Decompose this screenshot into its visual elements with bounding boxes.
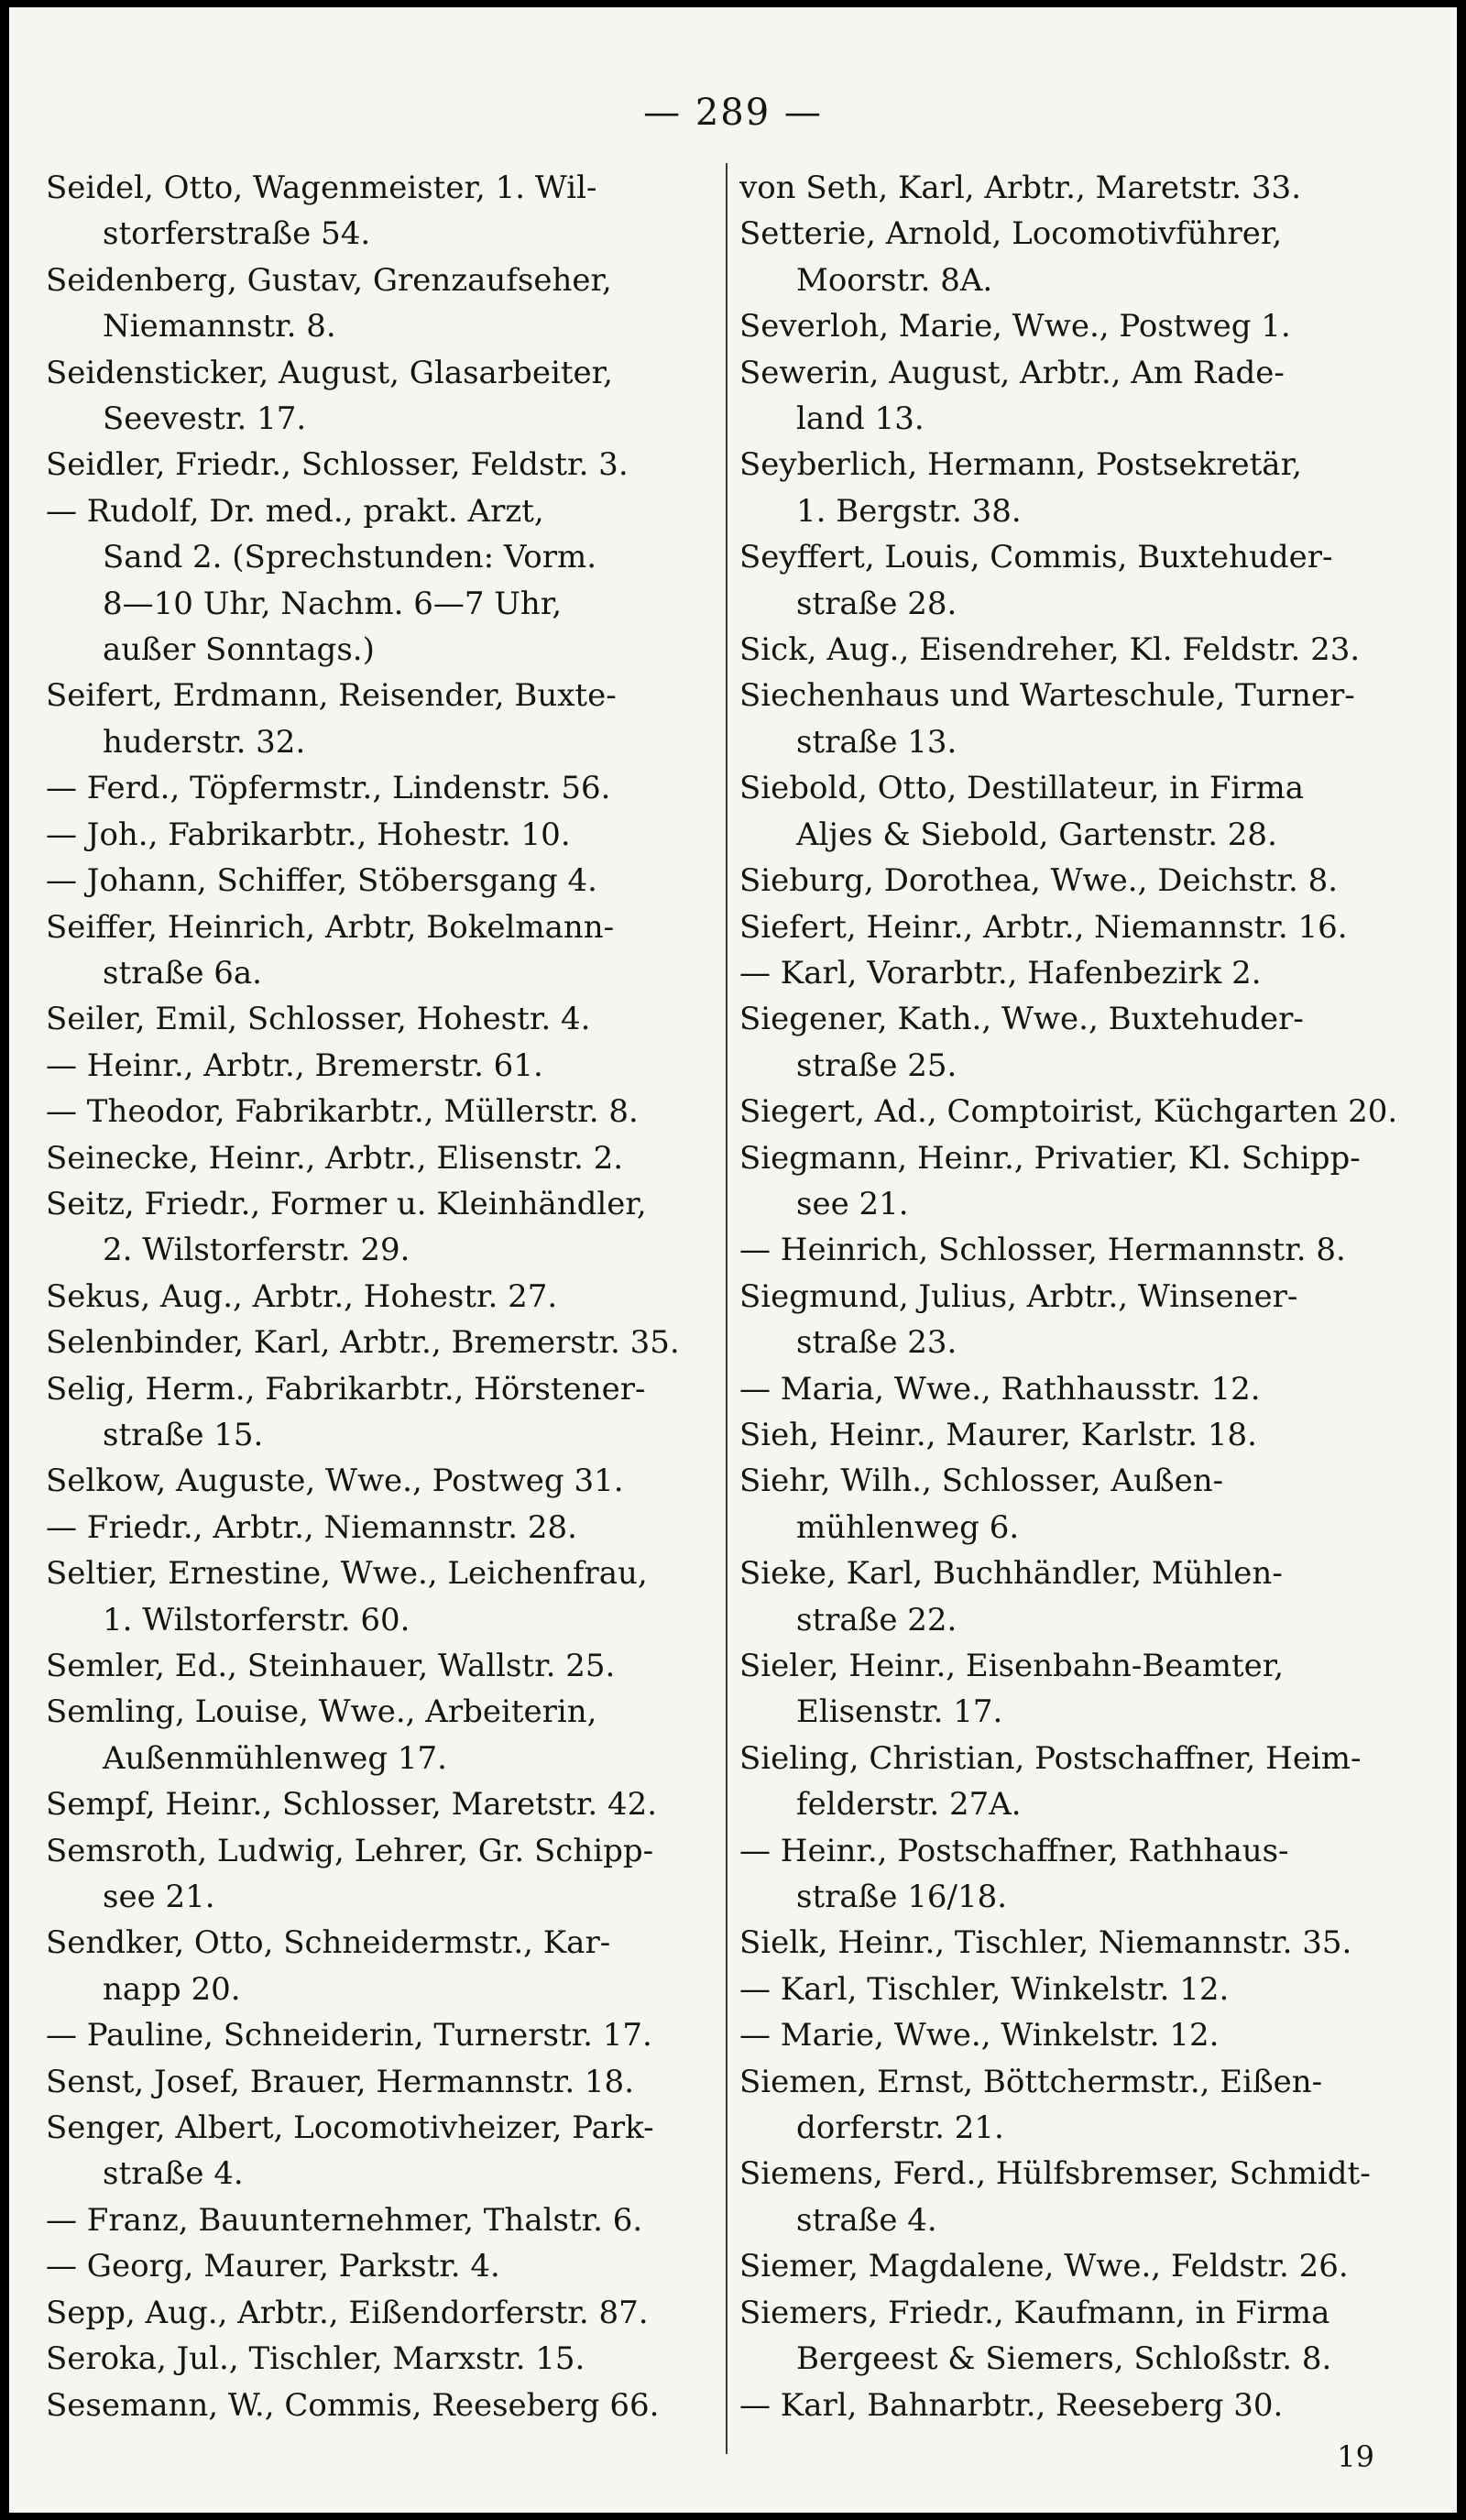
directory-entry [739, 1089, 1413, 1134]
entry-line: — Ferd., Töpfermstr., Lindenstr. 56. [46, 770, 611, 807]
entry-line: Siechenhaus und Warteschule, Turner- [739, 677, 1355, 715]
entry-line: Sepp, Aug., Arbtr., Eißendorferstr. 87. [46, 2294, 649, 2331]
entry-line: Siemers, Friedr., Kaufmann, in Firma [739, 2294, 1330, 2331]
entry-continuation-line: huderstr. 32. [103, 723, 306, 761]
entry-continuation-line: Außenmühlenweg 17. [103, 1739, 447, 1777]
entry-line: Selenbinder, Karl, Arbtr., Bremerstr. 35. [46, 1324, 680, 1362]
directory-entry [46, 2383, 719, 2428]
entry-line: Sesemann, W., Commis, Reeseberg 66. [46, 2386, 660, 2424]
entry-line: — Heinr., Arbtr., Bremerstr. 61. [46, 1046, 543, 1084]
entry-line: Sieler, Heinr., Eisenbahn-Beamter, [739, 1648, 1285, 1684]
entry-continuation-line: Seevestr. 17. [103, 400, 307, 438]
entry-line: Senger, Albert, Locomotivheizer, Park- [46, 2109, 654, 2147]
directory-entry [46, 1828, 719, 1921]
entry-continuation-line: Elisenstr. 17. [796, 1693, 1003, 1731]
entry-continuation-line: Bergeest & Siemers, Schloßstr. 8. [796, 2340, 1332, 2378]
directory-entry [46, 2197, 719, 2243]
directory-entry [739, 1412, 1413, 1458]
entry-continuation-line: straße 23. [796, 1324, 957, 1362]
directory-entry [46, 2059, 719, 2105]
entry-line: Sempf, Heinr., Schlosser, Maretstr. 42. [46, 1786, 658, 1824]
directory-entry [739, 1736, 1413, 1828]
directory-entry [46, 1366, 719, 1459]
entry-line: Setterie, Arnold, Locomotivführer, [739, 215, 1283, 253]
entry-line: Sieh, Heinr., Maurer, Karlstr. 18. [739, 1416, 1257, 1453]
column-divider [726, 163, 728, 2454]
entry-line: Senst, Josef, Brauer, Hermannstr. 18. [46, 2063, 634, 2100]
entry-continuation-line: see 21. [796, 1185, 909, 1222]
directory-entry [739, 858, 1413, 904]
directory-entry [46, 2336, 719, 2382]
directory-entry [739, 673, 1413, 765]
entry-line: — Marie, Wwe., Winkelstr. 12. [739, 2017, 1220, 2054]
entry-line: — Pauline, Schneiderin, Turnerstr. 17. [46, 2017, 652, 2054]
directory-entry [46, 1550, 719, 1643]
entry-line: Seidler, Friedr., Schlosser, Feldstr. 3. [46, 446, 629, 484]
entry-line: Seifert, Erdmann, Reisender, Buxte- [46, 677, 617, 715]
entry-line: Seinecke, Heinr., Arbtr., Elisenstr. 2. [46, 1139, 624, 1177]
directory-entry [46, 1320, 719, 1365]
directory-entry [46, 1089, 719, 1134]
entry-continuation-line: 2. Wilstorferstr. 29. [103, 1232, 410, 1269]
directory-entry [739, 950, 1413, 996]
entry-line: — Karl, Vorarbtr., Hafenbezirk 2. [739, 954, 1262, 992]
entry-continuation-line: straße 25. [796, 1046, 957, 1084]
entry-line: Semler, Ed., Steinhauer, Wallstr. 25. [46, 1648, 616, 1684]
directory-entry [739, 2012, 1413, 2058]
directory-entry [739, 534, 1413, 627]
entry-line: Siemen, Ernst, Böttchermstr., Eißen- [739, 2063, 1323, 2100]
entry-line: Semling, Louise, Wwe., Arbeiterin, [46, 1693, 597, 1731]
entry-line: Severloh, Marie, Wwe., Postweg 1. [739, 308, 1291, 345]
directory-entry [46, 1920, 719, 2012]
directory-entry [739, 2059, 1413, 2152]
directory-entry [46, 2243, 719, 2289]
entry-continuation-line: Niemannstr. 8. [103, 308, 336, 345]
directory-entry [739, 627, 1413, 673]
directory-entry [739, 1135, 1413, 1228]
directory-entry [739, 211, 1413, 303]
entry-line: Seidensticker, August, Glasarbeiter, [46, 354, 613, 391]
entry-continuation-line: straße 4. [796, 2201, 937, 2239]
directory-entry [46, 2290, 719, 2336]
entry-line: von Seth, Karl, Arbtr., Maretstr. 33. [739, 170, 1301, 206]
entry-line: Siegener, Kath., Wwe., Buxtehuder- [739, 1001, 1304, 1038]
directory-entry [46, 2105, 719, 2197]
entry-line: — Franz, Bauunternehmer, Thalstr. 6. [46, 2201, 643, 2239]
directory-entry [46, 904, 719, 997]
directory-entry [739, 2151, 1413, 2243]
entry-line: Seyberlich, Hermann, Postsekretär, [739, 446, 1302, 484]
entry-continuation-line: straße 16/18. [796, 1879, 1008, 1916]
directory-entry [46, 765, 719, 811]
entry-line: — Rudolf, Dr. med., prakt. Arzt, [46, 492, 544, 530]
entry-line: Sendker, Otto, Schneidermstr., Kar- [46, 1924, 611, 1962]
entry-line: — Maria, Wwe., Rathhausstr. 12. [739, 1370, 1261, 1408]
entry-line: Seiler, Emil, Schlosser, Hohestr. 4. [46, 1001, 591, 1038]
entry-line: Siegmann, Heinr., Privatier, Kl. Schipp- [739, 1139, 1361, 1177]
entry-continuation-line: mühlenweg 6. [796, 1508, 1020, 1546]
entry-continuation-line: straße 15. [103, 1416, 264, 1453]
entry-continuation-line: storferstraße 54. [103, 215, 371, 253]
directory-entry [46, 1274, 719, 1320]
entry-line: Siegert, Ad., Comptoirist, Küchgarten 20. [739, 1093, 1398, 1131]
entry-line: Sieke, Karl, Buchhändler, Mühlen- [739, 1555, 1283, 1593]
directory-entry [739, 1967, 1413, 2012]
entry-line: Seyffert, Louis, Commis, Buxtehuder- [739, 539, 1333, 576]
entry-continuation-line: see 21. [103, 1879, 215, 1916]
entry-line: — Theodor, Fabrikarbtr., Müllerstr. 8. [46, 1093, 639, 1131]
directory-entry [46, 488, 719, 674]
entry-continuation-line: straße 4. [103, 2155, 244, 2193]
directory-entry [739, 350, 1413, 443]
entry-line: — Karl, Tischler, Winkelstr. 12. [739, 1970, 1230, 2008]
entry-continuation-line: Moorstr. 8A. [796, 261, 993, 299]
directory-entry [46, 165, 719, 257]
entry-line: Semsroth, Ludwig, Lehrer, Gr. Schipp- [46, 1832, 654, 1869]
entry-line: Seitz, Friedr., Former u. Kleinhändler, [46, 1185, 647, 1222]
directory-entry [46, 2012, 719, 2058]
directory-entry [739, 303, 1413, 349]
entry-continuation-line: napp 20. [103, 1970, 241, 2008]
directory-entry [739, 996, 1413, 1089]
entry-line: Selkow, Auguste, Wwe., Postweg 31. [46, 1463, 624, 1500]
entry-line: — Heinr., Postschaffner, Rathhaus- [739, 1832, 1289, 1869]
entry-line: Seidenberg, Gustav, Grenzaufseher, [46, 261, 612, 299]
entry-line: Selig, Herm., Fabrikarbtr., Hörstener- [46, 1370, 646, 1408]
entry-line: — Friedr., Arbtr., Niemannstr. 28. [46, 1508, 577, 1546]
entry-continuation-line: außer Sonntags.) [103, 631, 375, 669]
entry-line: Seltier, Ernestine, Wwe., Leichenfrau, [46, 1555, 648, 1593]
entry-line: Sekus, Aug., Arbtr., Hohestr. 27. [46, 1277, 558, 1315]
directory-entry [46, 1135, 719, 1181]
left-column [46, 165, 719, 2428]
directory-entry [46, 1643, 719, 1689]
directory-entry [739, 765, 1413, 858]
entry-line: — Karl, Bahnarbtr., Reeseberg 30. [739, 2386, 1284, 2424]
directory-entry [46, 257, 719, 350]
directory-entry [739, 904, 1413, 950]
entry-continuation-line: 8—10 Uhr, Nachm. 6—7 Uhr, [103, 585, 563, 622]
entry-line: — Heinrich, Schlosser, Hermannstr. 8. [739, 1232, 1346, 1269]
directory-entry [739, 2243, 1413, 2289]
directory-entry [46, 812, 719, 858]
directory-entry [739, 1227, 1413, 1273]
directory-entry [739, 442, 1413, 534]
entry-continuation-line: Aljes & Siebold, Gartenstr. 28. [796, 816, 1277, 853]
entry-line: — Johann, Schiffer, Stöbersgang 4. [46, 862, 597, 900]
entry-line: Siemer, Magdalene, Wwe., Feldstr. 26. [739, 2248, 1349, 2285]
entry-continuation-line: 1. Wilstorferstr. 60. [103, 1601, 410, 1638]
directory-page [9, 7, 1457, 2513]
entry-line: Seiffer, Heinrich, Arbtr, Bokelmann- [46, 908, 615, 946]
entry-line: — Georg, Maurer, Parkstr. 4. [46, 2248, 500, 2285]
entry-continuation-line: dorferstr. 21. [796, 2109, 1004, 2147]
entry-line: Siehr, Wilh., Schlosser, Außen- [739, 1463, 1224, 1500]
directory-entry [739, 1458, 1413, 1550]
directory-entry [739, 1274, 1413, 1366]
entry-continuation-line: land 13. [796, 400, 924, 438]
directory-entry [46, 673, 719, 765]
entry-continuation-line: felderstr. 27A. [796, 1786, 1022, 1824]
directory-entry [739, 165, 1413, 211]
directory-entry [46, 1458, 719, 1504]
directory-entry [46, 858, 719, 904]
directory-entry [46, 1689, 719, 1781]
entry-line: — Joh., Fabrikarbtr., Hohestr. 10. [46, 816, 571, 853]
entry-line: Sieling, Christian, Postschaffner, Heim- [739, 1739, 1362, 1777]
right-column [739, 165, 1413, 2428]
directory-entry [739, 1550, 1413, 1643]
entry-line: Sieburg, Dorothea, Wwe., Deichstr. 8. [739, 862, 1339, 900]
entry-line: Siefert, Heinr., Arbtr., Niemannstr. 16. [739, 908, 1348, 946]
directory-entry [739, 1643, 1413, 1736]
entry-continuation-line: Sand 2. (Sprechstunden: Vorm. [103, 539, 597, 576]
entry-line: Seidel, Otto, Wagenmeister, 1. Wil- [46, 170, 597, 206]
directory-entry [46, 1505, 719, 1550]
directory-entry [739, 2290, 1413, 2383]
entry-line: Siemens, Ferd., Hülfsbremser, Schmidt- [739, 2155, 1371, 2193]
directory-entry [739, 1366, 1413, 1412]
entry-line: Siebold, Otto, Destillateur, in Firma [739, 770, 1305, 807]
entry-continuation-line: 1. Bergstr. 38. [796, 492, 1022, 530]
entry-continuation-line: straße 28. [796, 585, 957, 622]
printer-signature: 19 [1337, 2439, 1374, 2474]
directory-entry [46, 350, 719, 443]
directory-entry [46, 1181, 719, 1274]
entry-line: Sielk, Heinr., Tischler, Niemannstr. 35. [739, 1924, 1352, 1962]
entry-continuation-line: straße 6a. [103, 954, 262, 992]
entry-line: Seroka, Jul., Tischler, Marxstr. 15. [46, 2340, 585, 2378]
directory-entry [46, 996, 719, 1042]
directory-entry [46, 1781, 719, 1827]
entry-line: Sick, Aug., Eisendreher, Kl. Feldstr. 23. [739, 631, 1361, 669]
entry-continuation-line: straße 13. [796, 723, 957, 761]
page-number: — 289 — [643, 92, 823, 134]
directory-entry [739, 1920, 1413, 1966]
directory-entry [739, 1828, 1413, 1921]
directory-entry [739, 2383, 1413, 2428]
directory-entry [46, 1043, 719, 1089]
directory-entry [46, 442, 719, 488]
entry-line: Sewerin, August, Arbtr., Am Rade- [739, 354, 1285, 391]
entry-continuation-line: straße 22. [796, 1601, 957, 1638]
entry-line: Siegmund, Julius, Arbtr., Winsener- [739, 1277, 1298, 1315]
